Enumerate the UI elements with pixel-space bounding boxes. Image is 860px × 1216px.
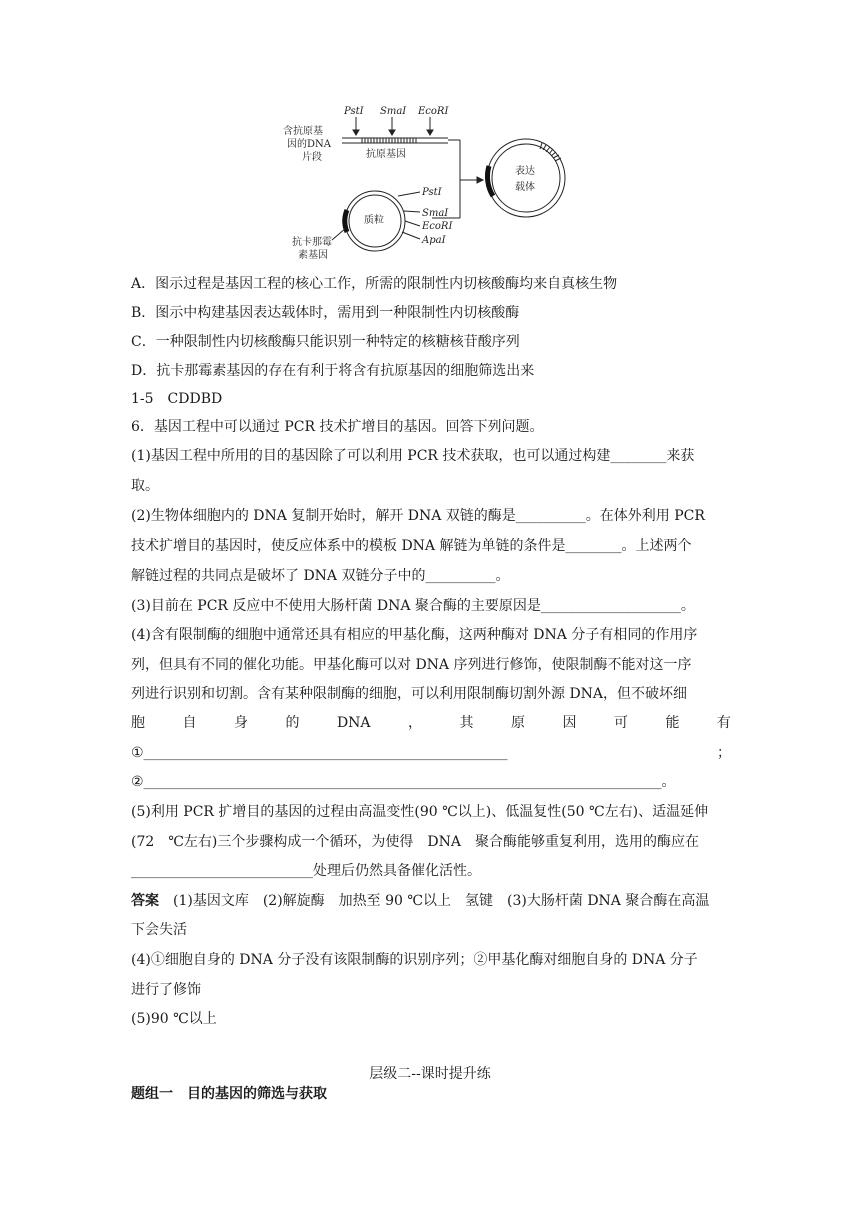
word: 有 xyxy=(716,715,731,731)
diagram-svg xyxy=(280,100,580,265)
word: 胞 xyxy=(131,715,145,731)
plasmid-site-sma: SmaⅠ xyxy=(422,208,449,219)
word: 自 xyxy=(182,715,197,731)
enzyme-label-ecor: EcoRⅠ xyxy=(418,106,449,117)
enzyme-label-sma: SmaⅠ xyxy=(380,106,407,117)
word: 能 xyxy=(665,715,680,731)
plasmid-site-lines xyxy=(398,192,420,239)
q6-part1-line1: (1)基因工程中所用的目的基因除了可以利用 PCR 技术获取，也可以通过构建________来获 xyxy=(131,448,695,464)
plasmid-site-ecor: EcoRⅠ xyxy=(422,221,453,232)
antigen-gene-label: 抗原基因 xyxy=(366,149,406,160)
option-a: A．图示过程是基因工程的核心工作，所需的限制性内切核酸酶均来自真核生物 xyxy=(131,276,618,292)
semicolon: ； xyxy=(717,745,731,761)
answer-line3: (4)①细胞自身的 DNA 分子没有该限制酶的识别序列；②甲基化酶对细胞自身的 DNA 分子 xyxy=(131,952,698,968)
answer-text: (1)基因文库 (2)解旋酶 加热至 90 ℃以上 氢键 (3)大肠杆菌 DNA 聚合酶在高温 xyxy=(159,893,710,909)
gene-engineering-diagram xyxy=(280,100,580,265)
section-title: 层级二--课时提升练 xyxy=(369,1066,491,1082)
answer-line2: 下会失活 xyxy=(131,922,187,938)
option-b: B．图示中构建基因表达载体时，需用到一种限制性内切核酸酶 xyxy=(131,305,520,321)
word: DNA xyxy=(336,715,371,731)
option-d: D．抗卡那霉素基因的存在有利于将含有抗原基因的细胞筛选出来 xyxy=(131,363,535,379)
option-c: C．一种限制性内切核酸酶只能识别一种特定的核糖核苷酸序列 xyxy=(131,334,520,350)
q6-part2-line2: 技术扩增目的基因时，使反应体系中的模板 DNA 解链为单链的条件是________。上述两个 xyxy=(131,538,692,554)
dna-fragment xyxy=(342,138,448,143)
vector-label-line2: 载体 xyxy=(515,182,535,193)
q6-part4-line4 xyxy=(131,713,731,733)
q6-part5-line2: (72 ℃左右)三个步骤构成一个循环，为使得 DNA 聚合酶能够重复利用，选用的酶应在 xyxy=(131,834,699,850)
plasmid-site-apa: ApaⅠ xyxy=(422,235,446,246)
bracket-arrow xyxy=(432,140,483,218)
answer-line5: (5)90 ℃以上 xyxy=(131,1011,217,1027)
blank-1: ①____________________________________________________ xyxy=(131,745,508,761)
group-title: 题组一 目的基因的筛选与获取 xyxy=(131,1086,327,1102)
dna-label-line3: 片段 xyxy=(302,152,322,163)
enzyme-label-pst: PstⅠ xyxy=(344,106,364,117)
word: 身 xyxy=(233,715,248,731)
q6-part4-line1: (4)含有限制酶的细胞中通常还具有相应的甲基化酶，这两种酶对 DNA 分子有相同的作用序 xyxy=(131,627,698,643)
answer-line1 xyxy=(131,891,709,911)
q6-part4-line6: ②__________________________________________________________________________。 xyxy=(131,774,676,790)
dna-label-line1: 含抗原基 xyxy=(283,126,323,137)
q6-part4-line3: 列进行识别和切割。含有某种限制酶的细胞，可以利用限制酶切割外源 DNA，但不破坏细 xyxy=(131,686,688,702)
dna-label-line2: 因的DNA xyxy=(287,139,331,150)
q6-part2-line3: 解链过程的共同点是破坏了 DNA 双链分子中的__________。 xyxy=(131,568,510,584)
q6-stem: 6．基因工程中可以通过 PCR 技术扩增目的基因。回答下列问题。 xyxy=(131,419,544,435)
resistance-label-line1: 抗卡那霉 xyxy=(292,237,332,248)
q6-part4-line5 xyxy=(131,743,731,763)
answers-1-5: 1-5 CDDBD xyxy=(131,391,223,407)
q6-part2-line1: (2)生物体细胞内的 DNA 复制开始时，解开 DNA 双链的酶是__________。在体外利用 PCR xyxy=(131,508,705,524)
word: 因 xyxy=(562,715,577,731)
answer-label: 答案 xyxy=(131,893,159,909)
word: 原 xyxy=(510,715,525,731)
plasmid-label: 质粒 xyxy=(364,215,384,226)
vector-label-line1: 表达 xyxy=(515,166,535,177)
q6-part5-line3: __________________________处理后仍然具备催化活性。 xyxy=(131,863,481,879)
word: ， xyxy=(408,715,423,731)
q6-part1-line2: 取。 xyxy=(131,478,159,494)
answer-line4: 进行了修饰 xyxy=(131,982,201,998)
q6-part4-line2: 列，但具有不同的催化功能。甲基化酶可以对 DNA 序列进行修饰，使限制酶不能对这一序 xyxy=(131,657,692,673)
plasmid-site-pst: PstⅠ xyxy=(422,187,442,198)
q6-part5-line1: (5)利用 PCR 扩增目的基因的过程由高温变性(90 ℃以上)、低温复性(50 ℃左右)、适温延伸 xyxy=(131,804,709,820)
resistance-label-line2: 素基因 xyxy=(298,250,328,261)
expression-vector xyxy=(487,139,565,217)
word: 其 xyxy=(459,715,474,731)
cut-site-arrows xyxy=(353,117,433,135)
q6-part3: (3)目前在 PCR 反应中不使用大肠杆菌 DNA 聚合酶的主要原因是____________________。 xyxy=(131,598,695,614)
word: 可 xyxy=(613,715,628,731)
word: 的 xyxy=(285,715,300,731)
